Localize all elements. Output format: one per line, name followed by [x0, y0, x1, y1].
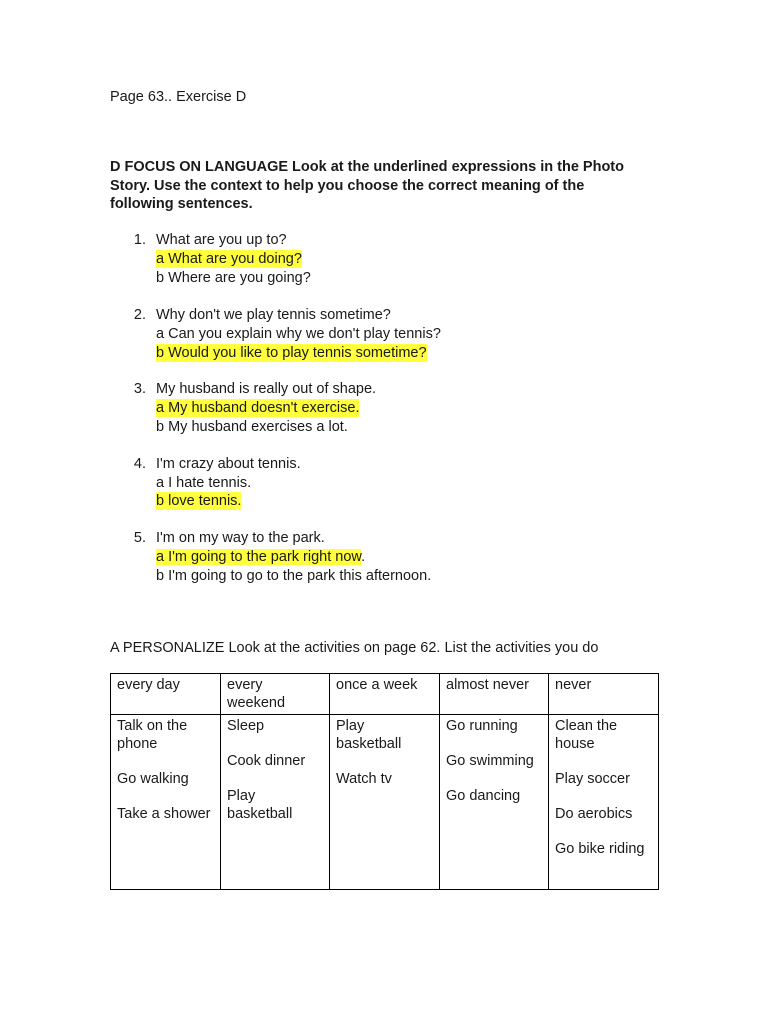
question-prompt: I'm on my way to the park. — [156, 530, 325, 546]
question-number: 1. — [133, 232, 146, 248]
question-prompt: What are you up to? — [156, 232, 287, 248]
answer-option-a: a I hate tennis. — [156, 475, 252, 491]
page-reference: Page 63.. Exercise D — [110, 89, 247, 105]
answer-option-a-line — [156, 548, 365, 566]
activity-item: Play basketball — [227, 788, 293, 822]
column-header: every day — [111, 674, 221, 715]
question-number: 2. — [133, 307, 146, 323]
answer-option-a-highlighted: a My husband doesn't exercise. — [156, 400, 360, 416]
table-cell-every-weekend — [221, 715, 330, 890]
column-header: once a week — [330, 674, 440, 715]
table-cell-once-a-week — [330, 715, 440, 890]
table-header-row — [111, 674, 659, 715]
instructions — [110, 158, 650, 214]
activity-item: Play basketball — [336, 718, 402, 752]
activity-item: Go bike riding — [555, 841, 645, 857]
question-prompt: I'm crazy about tennis. — [156, 456, 301, 472]
question-number: 5. — [133, 530, 146, 546]
activity-item: Take a shower — [117, 806, 211, 822]
activity-item: Sleep — [227, 718, 265, 734]
table-row — [111, 715, 659, 890]
answer-option-a-suffix: . — [361, 549, 366, 565]
column-header: every weekend — [221, 674, 330, 715]
table-cell-every-day — [111, 715, 221, 890]
question-number: 4. — [133, 456, 146, 472]
question-number: 3. — [133, 381, 146, 397]
activity-item: Play soccer — [555, 771, 630, 787]
question-prompt: Why don't we play tennis sometime? — [156, 307, 391, 323]
activity-item: Go walking — [117, 771, 189, 787]
activity-item: Talk on the phone — [117, 718, 188, 752]
activity-item: Go running — [446, 718, 518, 734]
column-header: never — [549, 674, 659, 715]
activities-table — [110, 673, 659, 890]
answer-option-b: b My husband exercises a lot. — [156, 419, 348, 435]
activity-item: Go swimming — [446, 753, 534, 769]
instructions-label: D FOCUS ON LANGUAGE — [110, 159, 289, 175]
instructions-text: Look at the underlined expressions in the Photo Story. Use the context to help you choose the correct meaning of the following sentences. — [110, 159, 624, 212]
answer-option-b-highlighted: b Would you like to play tennis sometime? — [156, 345, 427, 361]
activity-item: Clean the house — [555, 718, 618, 752]
answer-option-b: b I'm going to go to the park this afternoon. — [156, 568, 432, 584]
table-cell-almost-never — [440, 715, 549, 890]
personalize-instruction: A PERSONALIZE Look at the activities on page 62. List the activities you do — [110, 640, 599, 656]
answer-option-b: b Where are you going? — [156, 270, 311, 286]
activity-item: Cook dinner — [227, 753, 306, 769]
answer-option-a-highlighted: a What are you doing? — [156, 251, 302, 267]
question-prompt: My husband is really out of shape. — [156, 381, 377, 397]
activity-item: Watch tv — [336, 771, 392, 787]
table-cell-never — [549, 715, 659, 890]
column-header: almost never — [440, 674, 549, 715]
answer-option-a-highlighted: a I'm going to the park right now — [156, 549, 362, 565]
answer-option-a: a Can you explain why we don't play tennis? — [156, 326, 441, 342]
answer-option-b-highlighted: b love tennis. — [156, 493, 242, 509]
activity-item: Do aerobics — [555, 806, 633, 822]
activity-item: Go dancing — [446, 788, 521, 804]
